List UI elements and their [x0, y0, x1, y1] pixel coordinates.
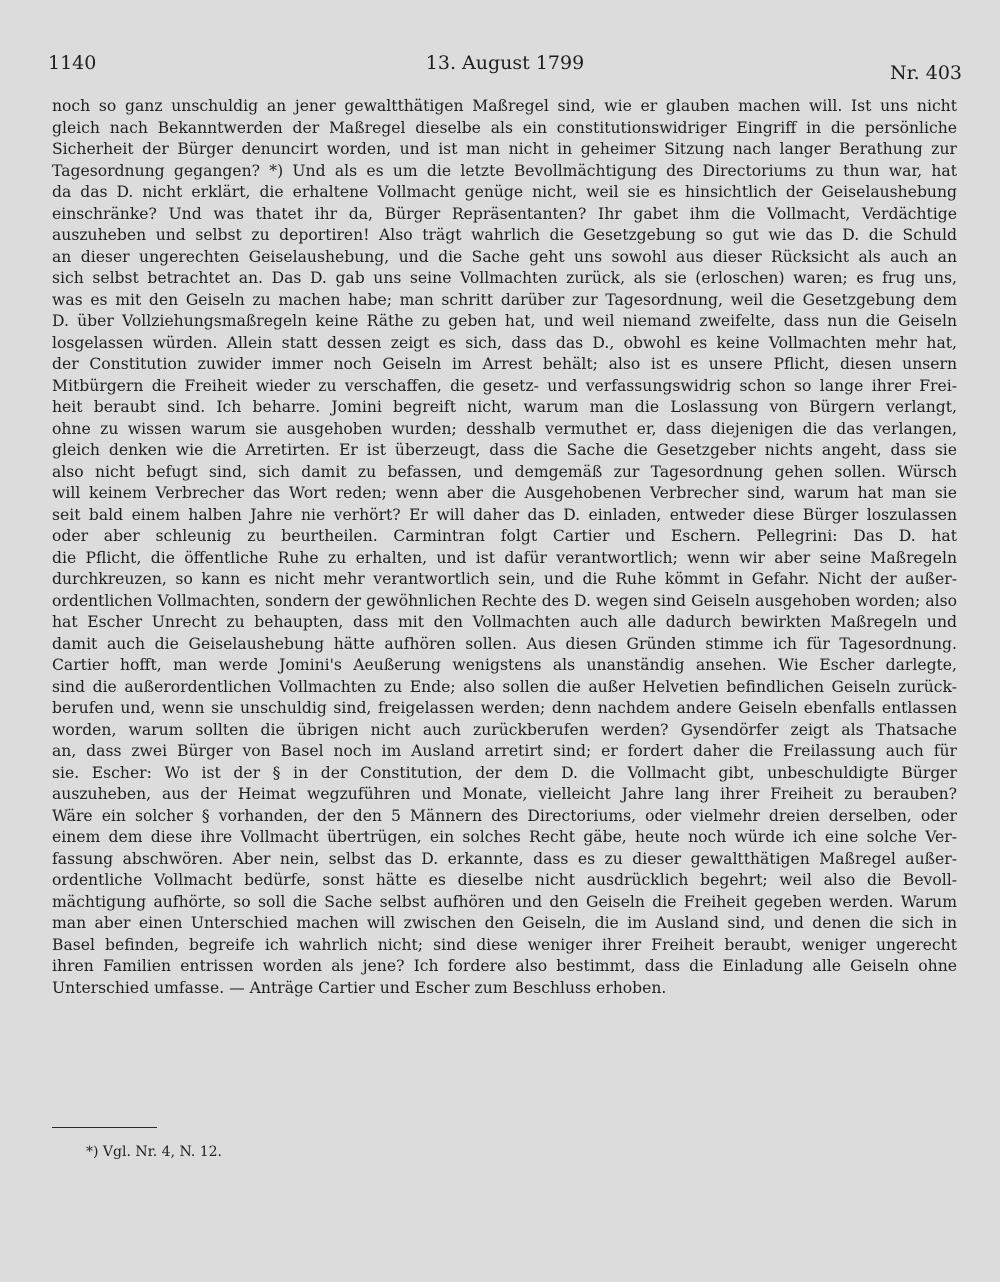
text-line: mächtigung aufhörte, so soll die Sache selbst aufhören und den Geiseln die Freiheit gegeben werden. Warum [52, 892, 957, 911]
text-line: losgelassen würden. Allein statt dessen zeigt es sich, dass das D., obwohl es keine Vollmachten mehr hat, [52, 333, 957, 352]
text-line: sie. Escher: Wo ist der § in der Constitution, der dem D. die Vollmacht gibt, unbeschuldigte Bürger [52, 763, 957, 782]
text-line: sind die außerordentlichen Vollmachten zu Ende; also sollen die außer Helvetien befindlichen Geiseln zurück- [52, 677, 957, 696]
text-line: Unterschied umfasse. — Anträge Cartier und Escher zum Beschluss erhoben. [52, 978, 667, 997]
text-line: an, dass zwei Bürger von Basel noch im Ausland arretirt sind; er fordert daher die Freilassung auch für [52, 742, 957, 760]
text-line: was es mit den Geiseln zu machen habe; man schritt darüber zur Tagesordnung, weil die Gesetzgebung dem [52, 290, 957, 309]
text-line: Cartier hofft, man werde Jomini's Aeußerung wenigstens als unanständig ansehen. Wie Escher darlegte, [52, 656, 957, 674]
text-line: einschränke? Und was thatet ihr da, Bürger Repräsentanten? Ihr gabet ihm die Vollmacht, Verdächtige [52, 204, 957, 223]
body-text [52, 96, 957, 999]
text-line: Wäre ein solcher § vorhanden, der den 5 Männern des Directoriums, oder vielmehr dreien derselben, oder [52, 806, 957, 825]
text-line: also nicht befugt sind, sich damit zu befassen, und demgemäß zur Tagesordnung gehen sollen. Würsch [52, 462, 957, 481]
text-line: Basel befinden, begreife ich wahrlich nicht; sind diese weniger ihrer Freiheit beraubt, weniger ungerecht [52, 935, 957, 954]
text-line: hat Escher Unrecht zu behaupten, dass mit den Vollmachten auch alle dadurch bewirkten Maßregeln und [52, 613, 957, 631]
text-line: ihren Familien entrissen worden als jene? Ich fordere also bestimmt, dass die Einladung alle Geiseln ohne [52, 957, 957, 975]
text-line: Sicherheit der Bürger denuncirt worden, und ist man nicht in geheimer Sitzung nach langer Berathung zur [52, 140, 957, 158]
text-line: an dieser ungerechten Geiselaushebung, und die Sache geht uns sowohl aus dieser Rücksicht als auch an [52, 247, 957, 266]
text-line: durchkreuzen, so kann es nicht mehr verantwortlich sein, und die Ruhe kömmt in Gefahr. Nicht der außer- [52, 570, 957, 588]
footnote: *) Vgl. Nr. 4, N. 12. [86, 1144, 222, 1160]
text-line: auszuheben, aus der Heimat wegzuführen und Monate, vielleicht Jahre lang ihrer Freiheit zu berauben? [52, 785, 957, 803]
text-line: seit bald einem halben Jahre nie verhört? Er will daher das D. einladen, entweder diese Bürger loszulassen [52, 505, 957, 524]
text-line: oder aber schleunig zu beurtheilen. Carmintran folgt Cartier und Eschern. Pellegrini: Das D. hat [52, 527, 957, 545]
text-line: fassung abschwören. Aber nein, selbst das D. erkannte, dass es zu dieser gewaltthätigen Maßregel außer- [52, 849, 957, 868]
text-line: die Pflicht, die öffentliche Ruhe zu erhalten, und ist dafür verantwortlich; wenn wir aber seine Maßregeln [52, 548, 957, 567]
text-line: worden, warum sollten die übrigen nicht auch zurückberufen werden? Gysendörfer zeigt als Thatsache [52, 720, 957, 739]
text-line: berufen und, wenn sie unschuldig sind, freigelassen werden; denn nachdem andere Geiseln ebenfalls entlassen [52, 699, 957, 717]
text-line: gleich denken wie die Arretirten. Er ist überzeugt, dass die Sache die Gesetzgeber nichts angeht, dass sie [52, 441, 957, 459]
text-line: ordentliche Vollmacht bedürfe, sonst hätte es dieselbe nicht ausdrücklich begehrt; weil also die Bevoll- [52, 871, 957, 889]
text-line: ordentlichen Vollmachten, sondern der gewöhnlichen Rechte des D. wegen sind Geiseln ausgehoben worden; also [52, 591, 957, 610]
text-line: ohne zu wissen warum sie ausgehoben wurden; desshalb vermuthet er, dass diejenigen die das verlangen, [52, 419, 957, 438]
text-line: D. über Vollziehungsmaßregeln keine Räthe zu geben hat, und weil niemand zweifelte, dass nun die Geiseln [52, 312, 957, 330]
text-line: da das D. nicht erklärt, die erhaltene Vollmacht genüge nicht, weil sie es hinsichtlich der Geiselaushebung [52, 183, 957, 201]
page-header [48, 52, 962, 82]
text-line: einem dem diese ihre Vollmacht übertrügen, ein solches Recht gäbe, heute noch würde ich eine solche Ver- [52, 828, 957, 846]
text-line: noch so ganz unschuldig an jener gewaltthätigen Maßregel sind, wie er glauben machen will. Ist uns nicht [52, 97, 957, 115]
text-line: sich selbst betrachtet an. Das D. gab uns seine Vollmachten zurück, als sie (erloschen) waren; es frug uns, [52, 269, 957, 287]
text-line: auszuheben und selbst zu deportiren! Also trägt wahrlich die Gesetzgebung so gut wie das D. die Schuld [52, 226, 957, 244]
text-line: will keinem Verbrecher das Wort reden; wenn aber die Ausgehobenen Verbrecher sind, warum hat man sie [52, 484, 957, 502]
page-number: 1140 [48, 52, 97, 74]
issue-number: Nr. 403 [890, 62, 962, 84]
text-line: der Constitution zuwider immer noch Geiseln im Arrest behält; also ist es unsere Pflicht, diesen unsern [52, 355, 957, 373]
text-line: Mitbürgern die Freiheit wieder zu verschaffen, die gesetz- und verfassungswidrig schon so lange ihrer Frei- [52, 376, 957, 395]
text-line: damit auch die Geiselaushebung hätte aufhören sollen. Aus diesen Gründen stimme ich für Tagesordnung. [52, 634, 957, 653]
header-date: 13. August 1799 [425, 52, 585, 74]
text-line: Tagesordnung gegangen? *) Und als es um die letzte Bevollmächtigung des Directoriums zu thun war, hat [52, 161, 957, 180]
text-line: man aber einen Unterschied machen will zwischen den Geiseln, die im Ausland sind, und denen die sich in [52, 914, 957, 932]
footnote-divider [52, 1127, 157, 1128]
text-line: gleich nach Bekanntwerden der Maßregel dieselbe als ein constitutionswidriger Eingriff in die persönliche [52, 118, 957, 137]
text-line: heit beraubt sind. Ich beharre. Jomini begreift nicht, warum man die Loslassung von Bürgern verlangt, [52, 398, 957, 416]
